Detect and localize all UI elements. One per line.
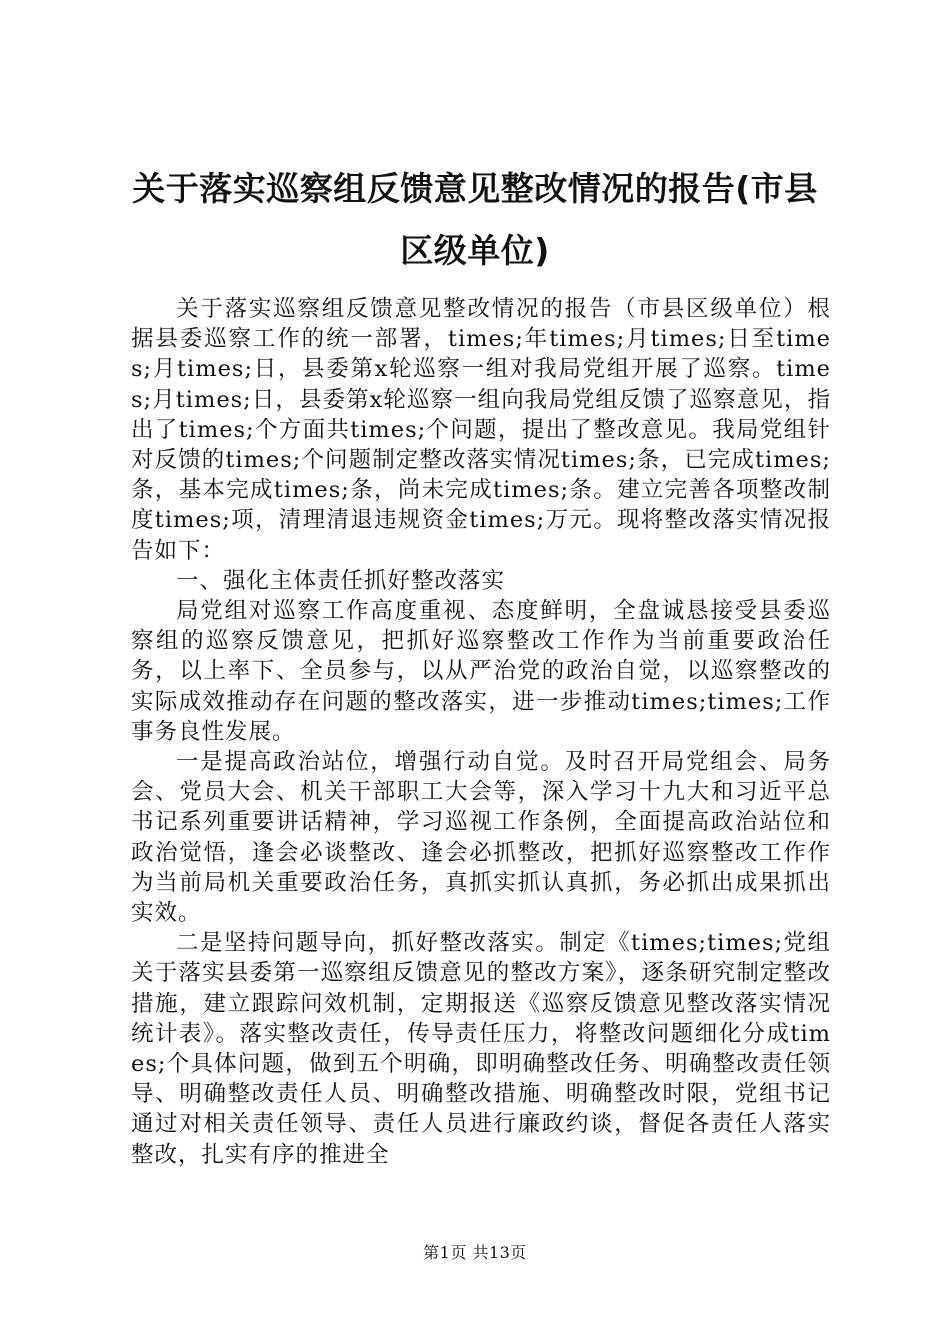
page-number-footer: 第1页 共13页 [423, 1243, 527, 1262]
document-title: 关于落实巡察组反馈意见整改情况的报告(市县区级单位) [132, 169, 818, 270]
paragraph-point-1: 一是提高政治站位，增强行动自觉。及时召开局党组会、局务会、党员大会、机关干部职工大会等，深入学习十九大和习近平总书记系列重要讲话精神，学习巡视工作条例，全面提高政治站位和政治觉悟，逢会必谈整改、逢会必抓整改，把抓好巡察整改工作作为当前局机关重要政治任务，真抓实抓认真抓，务必抓出成果抓出实效。 [131, 749, 831, 927]
paragraph-point-2: 二是坚持问题导向，抓好整改落实。制定《times;times;党组关于落实县委第一巡察组反馈意见的整改方案》，逐条研究制定整改措施，建立跟踪问效机制，定期报送《巡察反馈意见整改落实情况统计表》。落实整改责任，传导责任压力，将整改问题细化分成times;个具体问题，做到五个明确，即明确整改任务、明确整改责任领导、明确整改责任人员、明确整改措施、明确整改时限，党组书记通过对相关责任领导、责任人员进行廉政约谈，督促各责任人落实整改，扎实有序的推进全 [131, 930, 831, 1168]
paragraph-section-1: 局党组对巡察工作高度重视、态度鲜明，全盘诚恳接受县委巡察组的巡察反馈意见，把抓好巡察整改工作作为当前重要政治任务，以上率下、全员参与，以从严治党的政治自觉，以巡察整改的实际成效推动存在问题的整改落实，进一步推动times;times;工作事务良性发展。 [131, 598, 831, 745]
section-heading-1: 一、强化主体责任抓好整改落实 [176, 567, 506, 594]
paragraph-intro: 关于落实巡察组反馈意见整改情况的报告（市县区级单位）根据县委巡察工作的统一部署，times;年times;月times;日至times;月times;日，县委第x轮巡察一组对我局党组开展了巡察。times;月times;日，县委第x轮巡察一组向我局党组反馈了巡察意见，指出了times;个方面共times;个问题，提出了整改意见。我局党组针对反馈的times;个问题制定整改落实情况times;条，已完成times;条，基本完成times;条，尚未完成times;条。建立完善各项整改制度times;项，清理清退违规资金times;万元。现将整改落实情况报告如下： [131, 296, 831, 564]
document-body [131, 294, 831, 1170]
